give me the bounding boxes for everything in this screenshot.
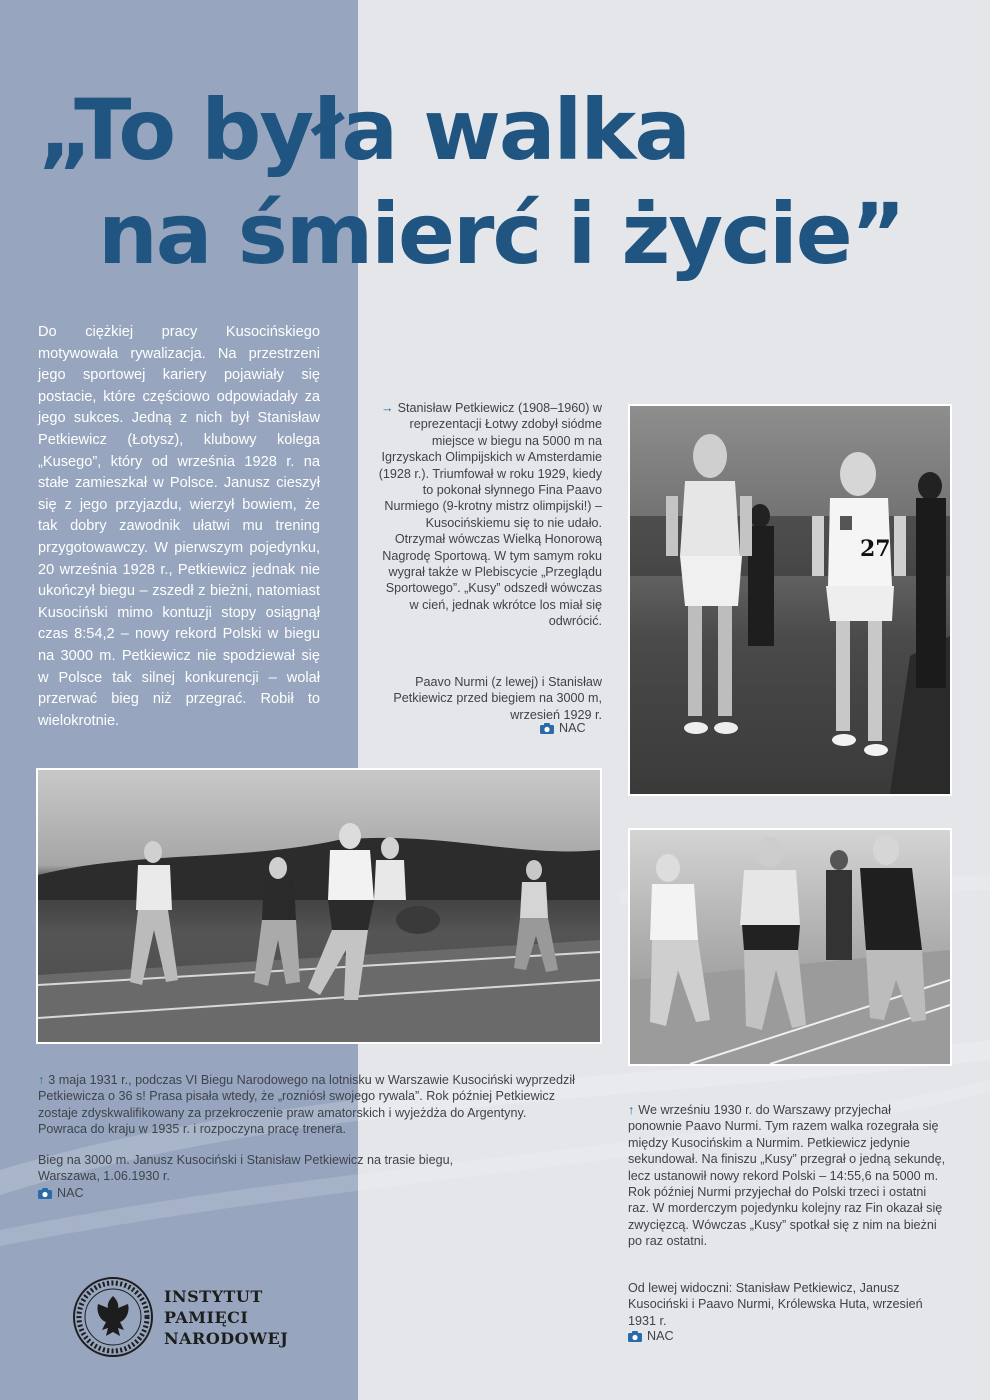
caption-nurmi-1930-text: We wrześniu 1930 r. do Warszawy przyjechał ponownie Paavo Nurmi. Tym razem walka rozegrała się między Kusocińskim a Nurmim. Petkiewicz jedynie sekundował. Na finiszu „Kusy” przegrał o jedną sekundę, lecz ustanowił nowy rekord Polski – 14:55,6 na 5000 m. Rok później Nurmi przyjechał do Polski trzeci i ostatni raz. W morderczym pojedynku kolejny raz Fin okazał się zwycięzcą. Wówczas „Kusy” spotkał się z nim na bieżni po raz ostatni. — [628, 1103, 946, 1249]
source-label: NAC — [559, 721, 586, 735]
source-label: NAC — [647, 1329, 674, 1343]
page-title — [38, 78, 968, 286]
source-label: NAC — [57, 1186, 84, 1200]
camera-icon — [38, 1188, 52, 1199]
photo-caption-race-3000m: Bieg na 3000 m. Janusz Kusociński i Stanisław Petkiewicz na trasie biegu, Warszawa, 1.06.1930 r. — [38, 1153, 454, 1184]
intro-paragraph: Do ciężkiej pracy Kusocińskiego motywowała rywalizacja. Na przestrzeni jego sportowej kariery pojawiały się postacie, które częściowo odpowiadały za jego sukces. Jedną z nich był Stanisław Petkiewicz (Łotysz), klubowy kolega „Kusego”, który od września 1928 r. na stałe zamieszkał w Polsce. Janusz cieszył się z jego przyjazdu, wierzył bowiem, że tak dobry zawodnik ułatwi mu trening przygotowawczy. W pierwszym pojedynku, 20 września 1928 r., Petkiewicz jednak nie ukończył biegu – zszedł z bieżni, natomiast Kusociński mimo kontuzji stopy osiągnął czas 8:54,2 – nowy rekord Polski w biegu na 3000 m. Petkiewicz nie spodziewał się w Polsce tak silnej konkurencji – wolał przerwać bieg niż przegrać. Robił to wielokrotnie. — [38, 324, 320, 729]
arrow-up-icon: ↑ — [628, 1103, 635, 1117]
photo-source-3 — [628, 1328, 674, 1344]
eagle-seal-icon — [72, 1276, 154, 1358]
caption-petkiewicz-bio — [376, 400, 602, 630]
photo-source-2 — [38, 1185, 84, 1201]
ipn-logo — [72, 1276, 288, 1358]
runner-number: 27 — [860, 536, 891, 562]
logo-line-2: PAMIĘCI — [164, 1307, 249, 1327]
caption-bieg-narodowy — [38, 1072, 578, 1138]
caption-bieg-narodowy-text: 3 maja 1931 r., podczas VI Biegu Narodowego na lotnisku w Warszawie Kusociński wyprzedził Petkiewicza o 36 s! Prasa pisała wtedy, że „rozniósł swojego rywala”. Rok później Petkiewicz zostaje zdyskwalifikowany za przekroczenie praw amatorskich i wyjeżdża do Argentyny. Powraca do kraju w 1935 r. i rozpoczyna pracę trenera. — [38, 1073, 575, 1137]
photo-race-3000m — [36, 768, 602, 1044]
photo-caption-three-runners: Od lewej widoczni: Stanisław Petkiewicz, Janusz Kusociński i Paavo Nurmi, Królewska Huta, wrzesień 1931 r. — [628, 1281, 923, 1328]
arrow-up-icon: ↑ — [38, 1073, 45, 1087]
camera-icon — [628, 1331, 642, 1342]
logo-text — [164, 1286, 288, 1349]
photo-caption-nurmi-petkiewicz: Paavo Nurmi (z lewej) i Stanisław Petkiewicz przed biegiem na 3000 m, wrzesień 1929 r. — [393, 675, 602, 722]
logo-line-3: NARODOWEJ — [164, 1328, 289, 1348]
camera-icon — [540, 723, 554, 734]
title-line-2: na śmierć i życie” — [98, 185, 904, 283]
photo-three-runners — [628, 828, 952, 1066]
photo-nurmi-petkiewicz — [628, 404, 952, 796]
logo-line-1: INSTYTUT — [164, 1286, 263, 1306]
arrow-right-icon: → — [381, 401, 394, 415]
photo-source-1 — [540, 720, 586, 736]
caption-nurmi-1930 — [628, 1102, 948, 1250]
title-line-1: „To była walka — [38, 81, 689, 179]
caption-petkiewicz-bio-text: Stanisław Petkiewicz (1908–1960) w reprezentacji Łotwy zdobył siódme miejsce w biegu na 5000 m na Igrzyskach Olimpijskich w Amsterdamie (1928 r.). Triumfował w roku 1929, kiedy to pokonał słynnego Fina Paavo Nurmiego (9-krotny mistrz olimpijski!) – Kusocińskiemu się to nie udało. Otrzymał wówczas Wielką Honorową Nagrodę Sportową. W tym samym roku wygrał także w Plebiscycie „Przeglądu Sportowego”. „Kusy” odszedł wówczas w cień, jednak wkrótce los miał się odwrócić. — [378, 401, 602, 629]
